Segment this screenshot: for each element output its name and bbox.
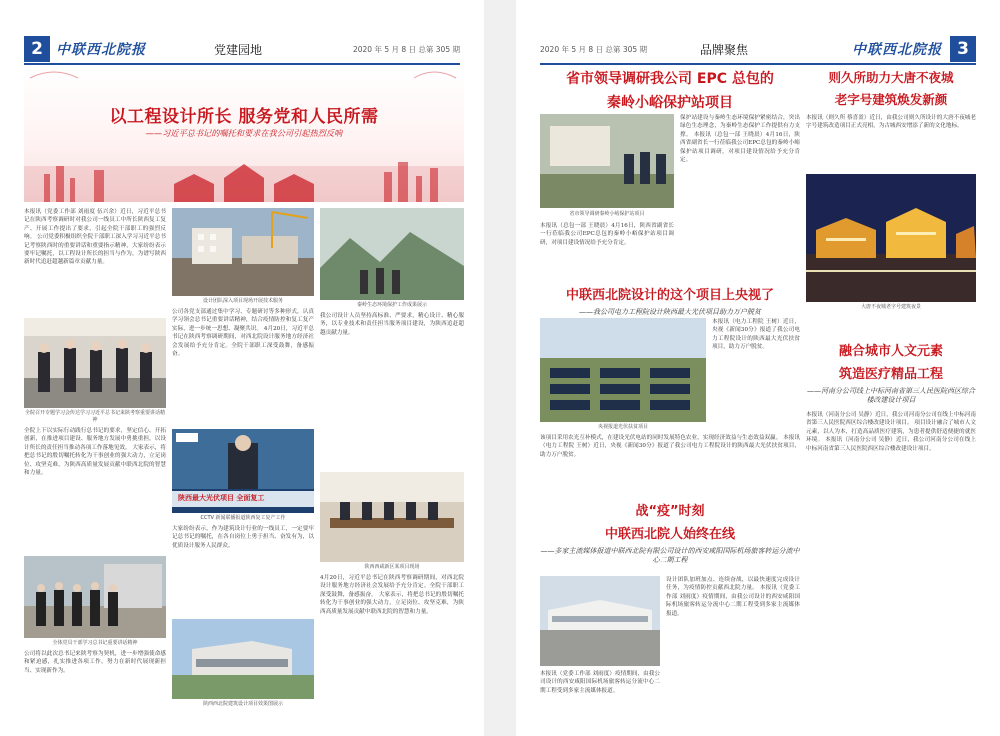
right-header [540,36,976,64]
photo-leaders-visit-svg [24,318,166,408]
right-page [516,0,1000,736]
headline-5-sub: ——多家主流媒体报道中联西北院有限公司设计的西安咸阳国际机场旅客转运分流中心二期工程 [540,547,800,564]
caption-right-3: 央视报道光伏扶贫项目 [597,424,648,430]
photo-meeting-svg [320,472,464,562]
caption-3: 秦岭生态环境保护工作成果展示 [356,302,427,308]
newspaper-logo-right: 中联西北院报 [852,42,942,58]
caption-6: 陕西西咸新区某项目现场 [364,564,420,570]
headline-1: 省市领导调研我公司 EPC 总包的 [566,71,774,87]
headline-4-sub: ——河南分公司线上中标河南省第三人民医院西区综合楼改建设计项目 [807,387,975,404]
col2-body-2: 大家纷纷表示，作为建筑设计行业的一线员工，一定要牢记总书记的嘱托，在各自岗位上勇于担当、奋发有为，以优质设计服务人民群众。 [172,526,314,549]
section-title-right: 品牌聚焦 [700,43,749,57]
photo-meeting [320,472,464,562]
photo-leaders-visit [24,318,166,408]
headline-4b: 筑造医疗精品工程 [838,367,943,382]
headline-2-block [806,68,976,311]
newspaper-logo: 中联西北院报 [56,42,146,58]
photo-airport [540,576,660,666]
photo-leaders-survey-svg [540,114,674,208]
photo-qinling [320,208,464,300]
headline-3-block [540,284,800,317]
header-rule-right [540,63,976,65]
caption-right-2: 大唐不夜城老字号建筑夜景 [860,304,921,310]
page-number-right: 3 [950,36,976,62]
left-header [24,36,460,64]
caption-2: 设计团队深入项目现场开展技术服务 [202,298,283,304]
photo-group-inspection [24,556,166,638]
photo-airport-svg [540,576,660,666]
headline-2: 则久所助力大唐不夜城 [828,70,954,85]
headline-1b: 秦岭小峪保护站项目 [607,95,733,111]
photo-construction-site-svg [172,208,314,296]
headline-4-block [806,340,976,679]
banner-title: 以工程设计所长 服务党和人民所需 [109,107,379,127]
photo-building-rendering [172,619,314,699]
headline-5b: 中联西北院人始终在线 [604,527,735,542]
photo-building-rendering-svg [172,619,314,699]
banner-subtitle: ——习近平总书记的嘱托和要求在我公司引起热烈反响 [145,128,343,138]
caption-right-1: 省市领导调研秦岭小峪保护站项目 [569,211,645,217]
photo-qinling-svg [320,208,464,300]
photo-construction-site [172,208,314,296]
page-gutter [484,0,516,736]
caption-1: 全院召开专题学习会传达学习习近平总书记来陕考察重要讲话精神 [24,410,165,423]
caption-5: 全体党员干部学习总书记重要讲话精神 [52,640,138,646]
caption-4: CCTV 新闻联播报道陕西复工复产工作 [200,515,286,521]
banner [24,66,464,202]
photo-leaders-survey [540,114,674,208]
photo-datang-night [806,174,976,302]
col1-body-2: 公司将以此次总书记来陕考察为契机，进一步增强使命感和紧迫感，扎实推进各项工作，努力在新时代展现新担当、实现新作为。 [24,651,166,674]
headline-2b: 老字号建筑焕发新颜 [834,92,948,107]
article-3-body-2: 该项目采用农光互补模式，在建设光伏电站的同时发展特色农业，实现经济效益与生态效益双赢。 本报讯（电力工程院 王树）近日，央视《新闻30分》报道了我公司电力工程院设计的陕西最大光伏扶贫项目，助力万户脱贫。 [540,435,800,458]
page-number: 2 [24,36,50,62]
photo-group-inspection-svg [24,556,166,638]
caption-7: 陕西西北院建筑设计项目效果图展示 [202,701,283,707]
left-page [0,0,484,736]
col3-body-2: 4月20日，习近平总书记在陕西考察调研期间，对西北院设计服务地方经济社会发展给予充分肯定。全院干部职工深受鼓舞，备感振奋。 大家表示，将把总书记的殷切嘱托转化为干事创业的强大动力，立足岗位、攻坚克难，为陕西高质量发展贡献中联西北院的智慧和力量。 [320,575,464,615]
headline-5: 战“疫”时刻 [635,504,705,519]
col1-body: 全院上下以实际行动践行总书记的要求，坚定信心、开拓创新，在推进项目建设、服务地方发展中勇挑重担，以设计所长的责任担当推动各项工作落地见效。 大家表示，将把总书记的殷切嘱托转化为干事创业的强大动力，立足岗位、攻坚克难，为陕西高质量发展贡献中联西北院的智慧和力量。 [24,428,166,477]
col2-body: 公司各党支部通过集中学习、专题研讨等多种形式，认真学习领会总书记重要讲话精神，结合疫情防控和复工复产实际，进一步统一思想、凝聚共识。 4月20日，习近平总书记在陕西考察调研期间，对西北院设计服务地方经济社会发展给予充分肯定。全院干部职工深受鼓舞，备感振奋。 [172,309,314,358]
article-lead: 本报讯（党委工作部 刘雨度 伍兴余）近日，习近平总书记在陕西考察调研时对我公司一线员工中所长陕西复工复产、开展工作提出了要求，引起全院干部职工的强烈反响。 公司党委积极组织全院干部职工深入学习习近平总书记考察陕西时的重要讲话和重要指示精神，大家纷纷表示要牢记嘱托，以工程设计所长的担当与作为，为谱写陕西新时代追赶超越新篇章贡献力量。 [24,209,166,266]
tv-caption: 陕西最大光伏项目 全面复工 [178,494,265,502]
headline-1-block [540,68,800,112]
photo-cctv-news [172,429,314,513]
header-rule [24,63,460,65]
headline-4: 融合城市人文元素 [838,344,943,359]
headline-3: 中联西北院设计的这个项目上央视了 [565,288,774,303]
section-title: 党建园地 [214,43,263,57]
article-4-body: 本报讯（河南分公司 吴静）近日，我公司河南分公司在线上中标河南省第三人民医院西区综合楼改建设计项目。 项目设计融合了城市人文元素，以人为本，打造高品质医疗建筑，为患者提供舒适便捷的就医环境。 本报讯（河南分公司 吴静）近日，我公司河南分公司在线上中标河南省第三人民医院西区综合楼改建设计项目。 [806,412,976,452]
headline-3-sub: ——我公司电力工程院设计陕西最大光伏项目助力万户脱贫 [579,308,761,316]
issue-date-right: 2020 年 5 月 8 日 总第 305 期 [540,45,648,54]
article-2-body: 本报讯（则久所 蔡喜盈）近日，由我公司则久所设计的大唐不夜城老字号建筑改造项目正式亮相，为古城西安增添了新的文化地标。 [806,115,976,130]
photo-datang-night-svg [806,174,976,302]
col3-body: 我公司设计人员坚持高标准、严要求，精心设计、精心服务，以专业技术和责任担当服务项目建设，为陕西追赶超越贡献力量。 [320,313,464,336]
left-column-2 [172,208,314,708]
photo-solar-project-svg [540,318,706,422]
article-3-body: 本报讯（电力工程院 王树）近日，央视《新闻30分》报道了我公司电力工程院设计的陕西最大光伏扶贫项目，助力万户脱贫。 [712,319,800,351]
issue-date: 2020 年 5 月 8 日 总第 305 期 [352,45,460,54]
photo-solar-project [540,318,706,422]
left-column-1 [24,208,166,736]
article-1-body: 本报讯（总包一部 王晓晨）4月16日，陕西省副省长一行莅临我公司EPC总包的秦岭小峪保护站项目调研，对项目建设情况给予充分肯定。 [540,223,674,246]
left-column-3 [320,208,464,724]
headline-5-block [540,500,800,565]
article-1-body-2: 保护站建设与秦岭生态环境保护紧密结合，突出绿色生态理念，为秦岭生态保护工作提供有力支撑。 本报讯（总包一部 王晓晨）4月16日，陕西省副省长一行莅临我公司EPC总包的秦岭小峪保护站项目调研，对项目建设情况给予充分肯定。 [680,115,800,164]
article-5-body: 本报讯（党委工作部 刘雨度）疫情期间，由我公司设计的西安咸阳国际机场旅客转运分流中心二期工程受到多家主流媒体报道。 [540,671,660,694]
article-5-body-2: 设计团队加班加点、连续奋战，以最快速度完成设计任务，为疫情防控贡献西北院力量。 本报讯（党委工作部 刘雨度）疫情期间，由我公司设计的西安咸阳国际机场旅客转运分流中心二期工程受到多家主流媒体报道。 [666,577,800,617]
